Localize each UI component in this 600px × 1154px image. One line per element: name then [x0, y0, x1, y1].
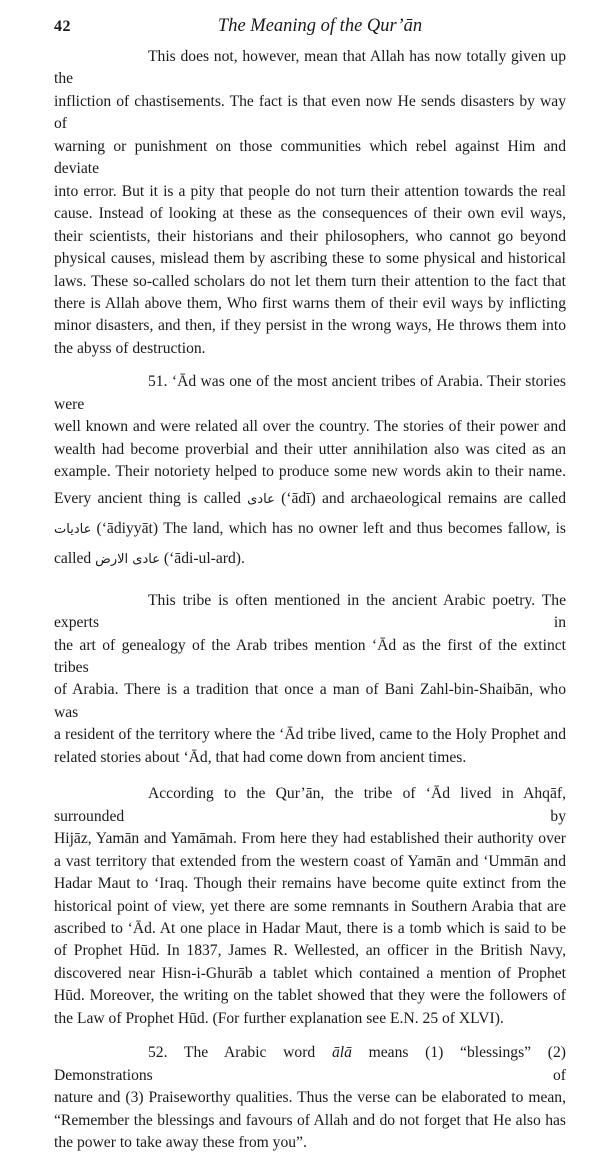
text-line: ascribed to ‘Ād. At one place in Hadar Maut, there is a tomb which is said to be: [54, 919, 566, 937]
paragraph-intro: [54, 46, 566, 360]
arabic-word: عاديات: [54, 521, 92, 537]
text-line: This does not, however, mean that Allah has now totally given up the: [54, 48, 566, 88]
text-line: Hūd. Moreover, the writing on the tablet showed that they were the followers of: [54, 987, 566, 1005]
text-line: the art of genealogy of the Arab tribes mention ‘Ād as the first of the extinct tribes: [54, 636, 566, 676]
text-line: According to the Qur’ān, the tribe of ‘Ād lived in Ahqāf, surrounded by: [54, 785, 566, 825]
text-line: 51. ‘Ād was one of the most ancient tribes of Arabia. Their stories were: [54, 373, 566, 413]
page-number: 42: [54, 18, 71, 35]
text-line: the power to take away these from you”.: [54, 1134, 307, 1152]
text-line: a vast territory that extended from the western coast of Yamān and ‘Ummān and: [54, 852, 566, 870]
paragraph-tribe-poetry: [54, 590, 566, 770]
text-line: related stories about ‘Ād, that had come down from ancient times.: [54, 748, 467, 766]
text-line: physical causes, mislead them by ascribing these to some physical and historical: [54, 250, 566, 268]
text-line: discovered near Hisn-i-Ghurāb a tablet which contained a mention of Prophet: [54, 964, 566, 982]
paragraph-ahqaf: [54, 783, 566, 1030]
arabic-word: عادى: [247, 491, 275, 507]
text-line: 52. The Arabic word ālā means (1) “blessings” (2) Demonstrations of: [54, 1044, 566, 1084]
text-line: into error. But it is a pity that people do not turn their attention towards the real: [54, 182, 566, 200]
paragraph-note-51: [54, 371, 566, 573]
text-line: called عادى الارض (‘ādi-ul-ard).: [54, 549, 245, 567]
text-line: infliction of chastisements. The fact is that even now He sends disasters by way of: [54, 92, 566, 133]
text-line: Every ancient thing is called عادى (‘ādī) and archaeological remains are called: [54, 489, 566, 507]
text-line: laws. These so-called scholars do not let them turn their attention to the fact that: [54, 272, 566, 290]
page-header: [54, 16, 566, 40]
text-line: This tribe is often mentioned in the ancient Arabic poetry. The experts in: [54, 591, 566, 632]
text-line: their scientists, their historians and their philosophers, who cannot go beyond: [54, 227, 566, 245]
text-line: a resident of the territory where the ‘Ād tribe lived, came to the Holy Prophet and: [54, 726, 566, 744]
text-line: of Prophet Hūd. In 1837, James R. Wellested, an officer in the British Navy,: [54, 942, 566, 960]
text-line: nature and (3) Praiseworthy qualities. Thus the verse can be elaborated to mean,: [54, 1089, 566, 1107]
text-line: historical point of view, yet there are some remnants in Southern Arabia that are: [54, 897, 566, 915]
text-line: Hadar Maut to ‘Iraq. Though their remains have become quite extinct from the: [54, 875, 566, 893]
paragraph-note-52: [54, 1042, 566, 1154]
text-line: “Remember the blessings and favours of Allah and do not forget that He also has: [54, 1111, 566, 1129]
page-body: [54, 46, 566, 1154]
text-line: warning or punishment on those communities which rebel against Him and deviate: [54, 137, 566, 178]
text-line: minor disasters, and then, if they persist in the wrong ways, He throws them into: [54, 317, 566, 335]
italic-term: ālā: [331, 1044, 352, 1062]
text-line: عاديات (‘ādiyyāt) The land, which has no owner left and thus becomes fallow, is: [54, 519, 566, 537]
text-line: of Arabia. There is a tradition that once a man of Bani Zahl-bin-Shaibān, who was: [54, 681, 566, 721]
running-title: The Meaning of the Qur’ān: [217, 16, 423, 36]
text-line: well known and were related all over the country. The stories of their power and: [54, 418, 566, 436]
text-line: the abyss of destruction.: [54, 339, 206, 357]
text-line: the Law of Prophet Hūd. (For further explanation see E.N. 25 of XLVI).: [54, 1009, 504, 1027]
text-line: there is Allah above them, Who first warns them of their evil ways by inflicting: [54, 294, 566, 312]
text-line: Hijāz, Yamān and Yamāmah. From here they had established their authority over: [54, 830, 566, 848]
text-line: cause. Instead of looking at these as the consequences of their own evil ways,: [54, 205, 566, 223]
arabic-word: عادى الارض: [95, 551, 160, 567]
text-line: wealth had become proverbial and their utter annihilation also was cited as an: [54, 440, 566, 458]
text-line: example. Their notoriety helped to produce some new words akin to their name.: [54, 463, 566, 481]
